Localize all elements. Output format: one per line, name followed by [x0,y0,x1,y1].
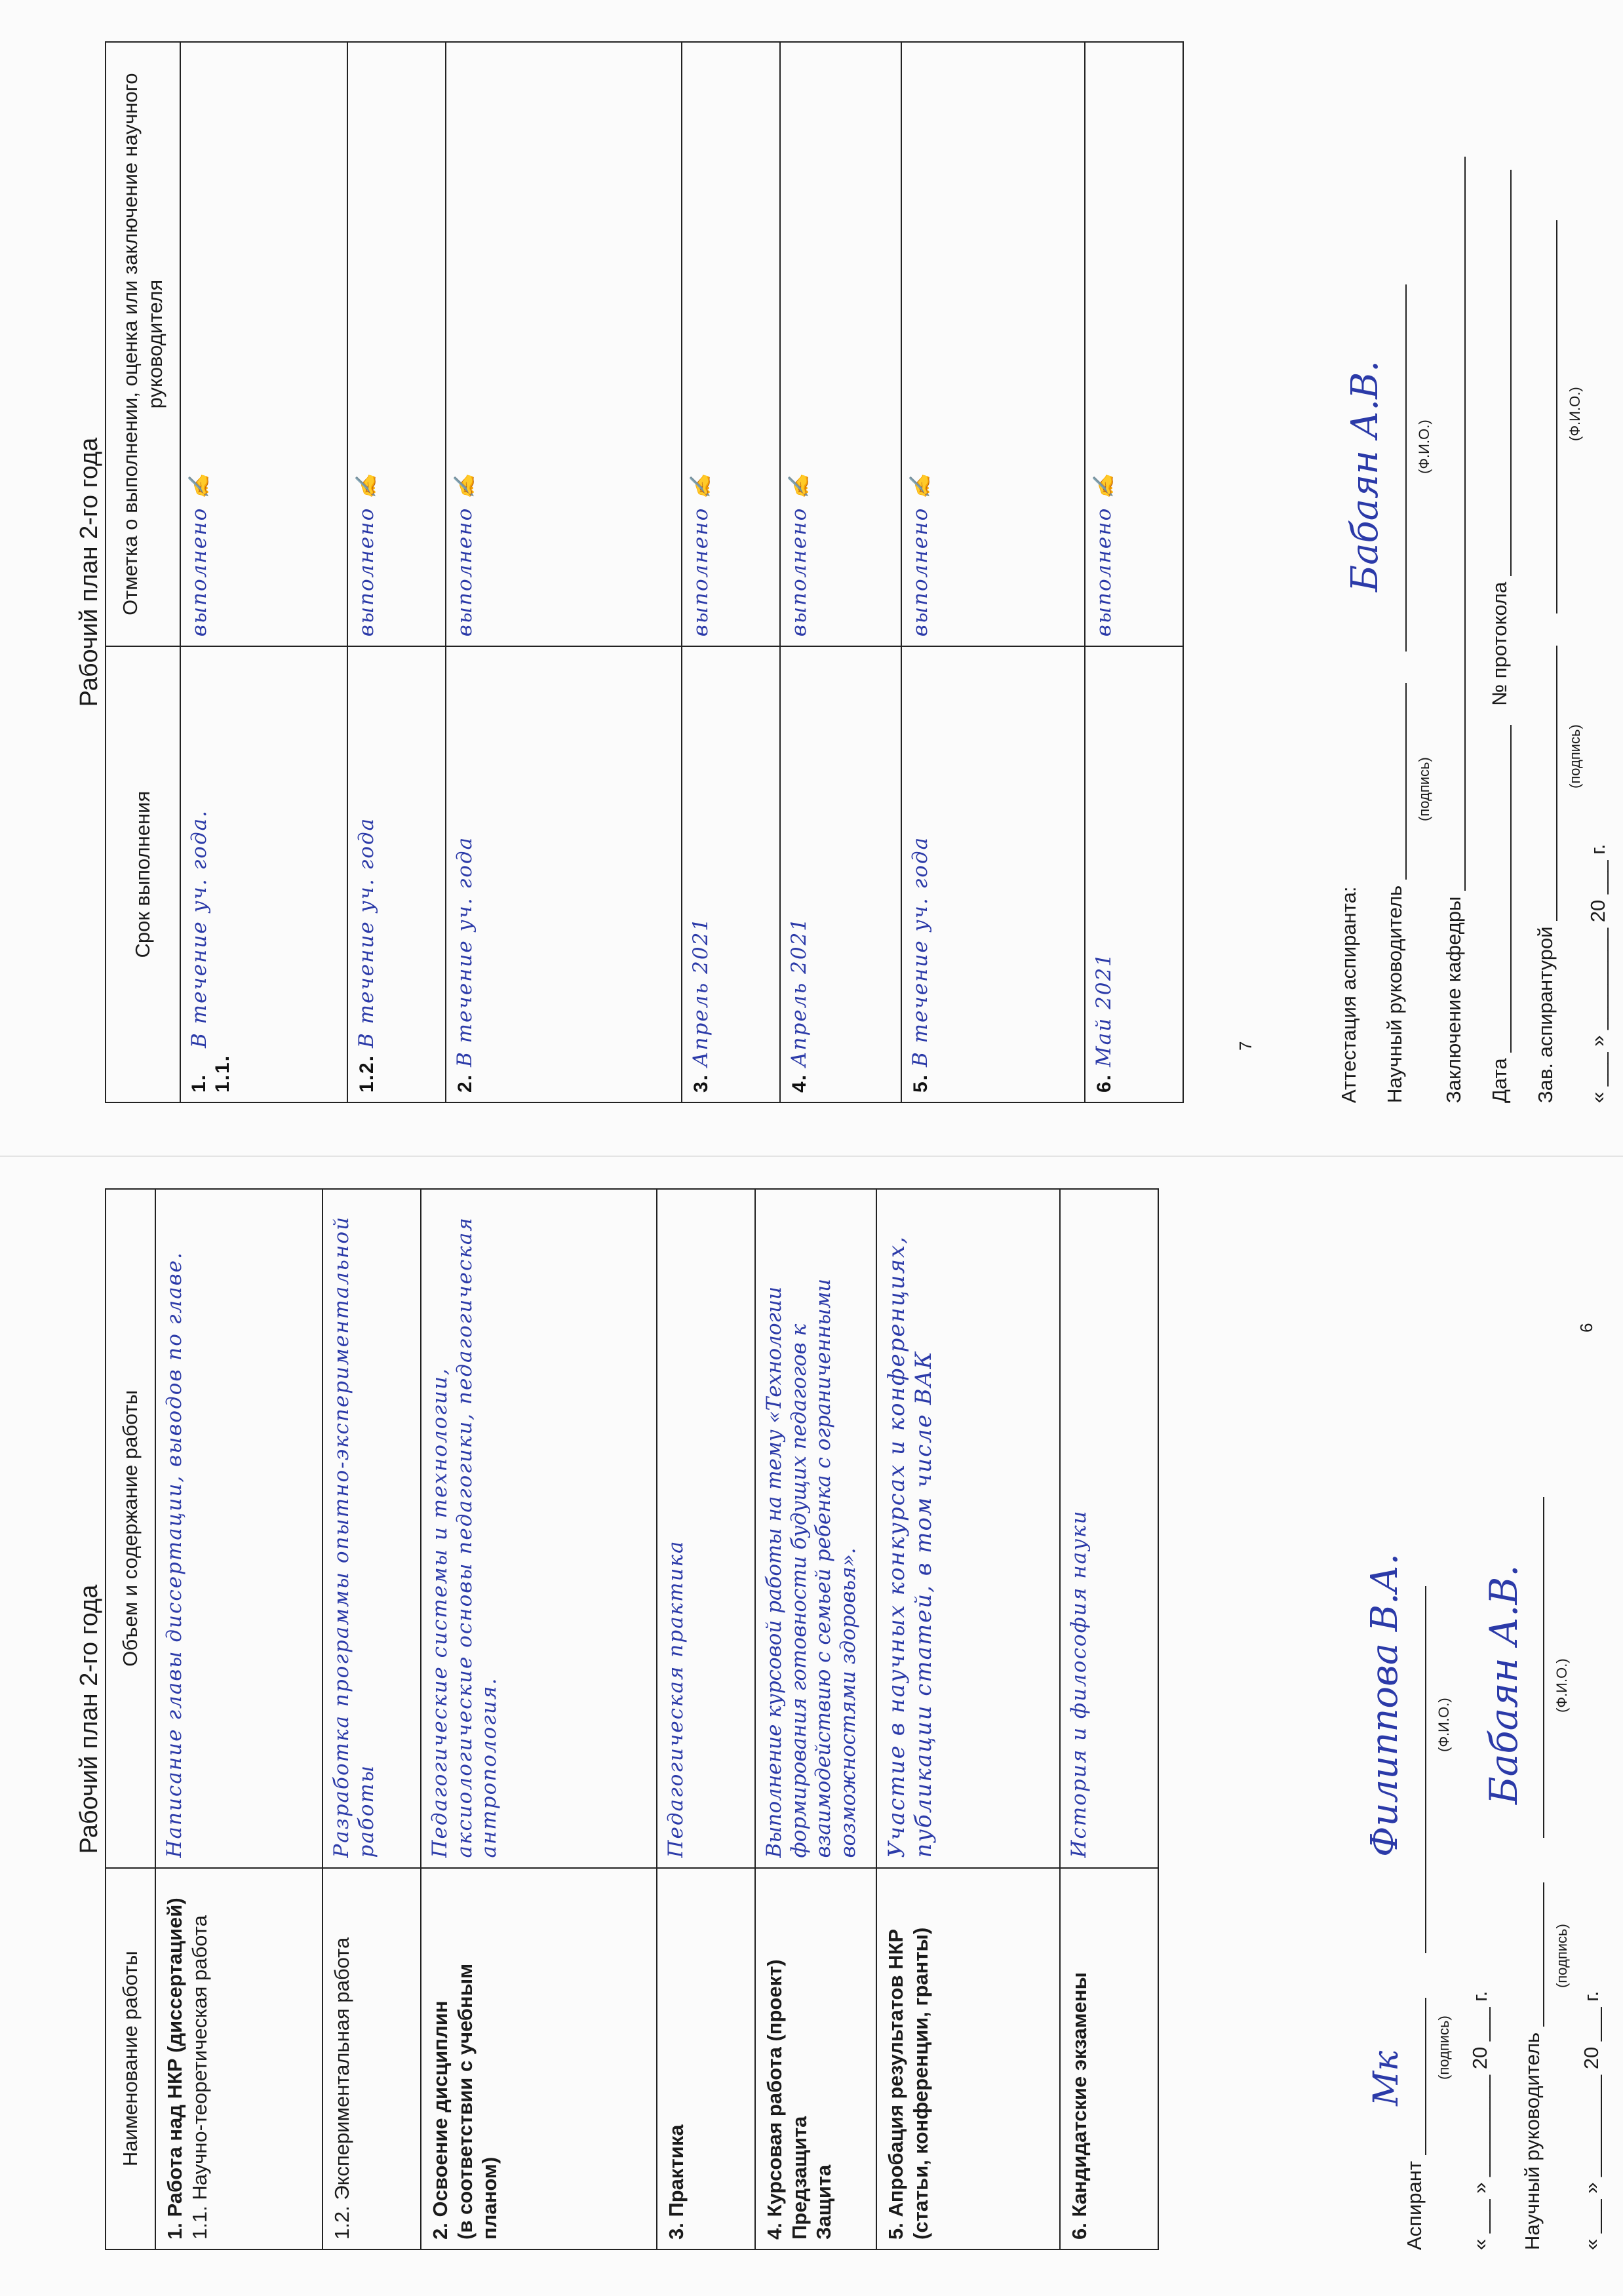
work-content-handwritten: Педагогическая практика [657,1189,755,1868]
deadline-handwritten: Апрель 2021 [787,916,811,1067]
supervisor-fio-caption: (Ф.И.О.) [1416,419,1432,474]
date-line [1510,725,1512,1053]
section-subtitle: 1.1. Научно-теоретическая работа [187,1915,211,2240]
aspirant-signature-caption: (подпись) [1436,2015,1452,2080]
section-subtitle: 1.2. Экспериментальная работа [330,1937,353,2240]
supervisor-initials-mark: ✍ [187,473,211,499]
table-row [155,1189,323,2249]
deadline-cell [682,646,780,1102]
supervisor-initials-mark: ✍ [1091,473,1116,499]
header-deadline: Срок выполнения [106,646,180,1102]
supervisor-initials-mark: ✍ [452,473,477,499]
supervisor-signature-caption: (подпись) [1416,757,1432,821]
supervisor-name-handwritten: Бабаян А.В. [1481,1565,1526,1804]
left-plan-title: Рабочий план 2-го года [75,1584,103,1854]
completion-mark-cell [901,42,1085,646]
section-title: 5. Апробация результатов НКР [884,1928,907,2240]
row-number: 4. [788,1073,810,1093]
deadline-handwritten: В течение уч. года. [187,809,211,1048]
aspirant-name-handwritten: Филиппова В.А. [1363,1553,1406,1857]
work-content-handwritten: История и философия науки [1060,1189,1158,1868]
page-number: 6 [1576,1323,1596,1333]
head-name-line [1556,220,1557,613]
table-row [446,42,682,1102]
left-table-header-row [106,1189,155,2249]
head-signature-line [1556,646,1557,921]
supervisor-name-line [1543,1497,1544,1838]
head-signature-block [1534,220,1557,1103]
section-subtitle: (в соответствии с учебным планом) [453,1963,501,2240]
table-row [421,1189,657,2249]
work-name-cell [876,1868,1060,2249]
work-content-handwritten: Выполнение курсовой работы на тему «Технологии формирования готовности будущих педагогов к взаимодействию с семьей ребенка с ограниченными возможностями здоровья». [755,1189,876,1868]
right-date-line: « ___ » _________ 20 ___ г. [1586,844,1609,1103]
work-content-handwritten: Разработка программы опытно-экспериментальной работы [323,1189,421,1868]
aspirant-signature-block [1403,1586,1426,2250]
supervisor-fio-caption: (Ф.И.О.) [1554,1658,1570,1713]
completion-mark-cell [682,42,780,646]
date-protocol-block [1488,170,1512,1103]
supervisor-date-line: « ___ » _________ 20 ___ г. [1580,1991,1603,2250]
department-conclusion-block [1442,157,1466,1103]
row-number: 2. [454,1073,476,1093]
section-subtitle: (статьи, конференции, гранты) [909,1927,932,2240]
header-work-content: Объем и содержание работы [106,1189,155,1868]
left-plan-table [105,1188,1159,2250]
section-title: 3. Практика [664,2124,688,2240]
supervisor-initials-mark: ✍ [908,473,932,499]
head-label: Зав. аспирантурой [1534,926,1557,1103]
table-row [780,42,901,1102]
aspirant-signature-line [1425,1998,1426,2155]
work-content-handwritten: Написание главы диссертации, выводов по главе. [155,1189,323,1868]
section-title: 4. Курсовая работа (проект) [762,1959,786,2240]
header-supervisor-mark: Отметка о выполнении, оценка или заключение научного руководителя [106,42,180,646]
aspirant-name-line [1425,1586,1426,1953]
right-plan-title: Рабочий план 2-го года [75,437,103,707]
deadline-handwritten: В течение уч. года [452,836,477,1067]
department-label: Заключение кафедры [1442,896,1465,1103]
deadline-cell [901,646,1085,1102]
work-name-cell [755,1868,876,2249]
right-table-header-row [106,42,180,1102]
work-name-cell [155,1868,323,2249]
work-name-cell [657,1868,755,2249]
deadline-handwritten: В течение уч. года [908,836,932,1067]
deadline-handwritten: Апрель 2021 [688,916,713,1067]
table-row [1085,42,1183,1102]
attestation-label: Аттестация аспиранта: [1337,886,1360,1103]
completion-mark-handwritten: выполнено [688,507,713,637]
section-title: 6. Кандидатские экзамены [1067,1972,1091,2240]
supervisor-label: Научный руководитель [1383,885,1406,1103]
right-plan-table [105,41,1184,1103]
supervisor-signature-line [1405,683,1407,880]
supervisor-label: Научный руководитель [1521,2032,1544,2250]
completion-mark-handwritten: выполнено [1091,507,1116,637]
section-title: 2. Освоение дисциплин [428,2000,452,2240]
deadline-cell [347,646,446,1102]
completion-mark-handwritten: выполнено [354,507,378,637]
row-number: 5. [909,1073,931,1093]
page-number: 7 [1236,1041,1255,1051]
supervisor-signature-line [1543,1882,1544,2027]
completion-mark-handwritten: выполнено [908,507,932,637]
work-name-cell [1060,1868,1158,2249]
table-row [323,1189,421,2249]
aspirant-signature: Мк [1367,2050,1406,2106]
supervisor-initials-mark: ✍ [354,473,378,499]
supervisor-name-line [1405,284,1407,652]
date-label: Дата [1488,1058,1511,1103]
aspirant-label: Аспирант [1403,2160,1426,2250]
row-number: 6. [1093,1073,1115,1093]
completion-mark-cell [1085,42,1183,646]
head-signature-caption: (подпись) [1567,724,1583,788]
protocol-line [1510,170,1512,576]
row-number: 1. 1.1. [187,1054,234,1093]
completion-mark-cell [780,42,901,646]
completion-mark-handwritten: выполнено [787,507,811,637]
completion-mark-handwritten: выполнено [187,507,211,637]
deadline-cell [180,646,347,1102]
table-row [347,42,446,1102]
table-row [1060,1189,1158,2249]
completion-mark-cell [347,42,446,646]
work-content-handwritten: Участие в научных конкурсах и конференциях, публикации статей, в том числе ВАК [876,1189,1060,1868]
aspirant-date-line: « ___ » _________ 20 ___ г. [1468,1991,1491,2250]
section-title: 1. Работа над НКР (диссертацией) [163,1897,186,2240]
deadline-handwritten: В течение уч. года [354,817,378,1048]
header-work-name: Наименование работы [106,1868,155,2249]
protocol-label: № протокола [1488,581,1511,707]
right-page [0,15,1623,1129]
department-conclusion-line [1464,157,1466,891]
table-row [657,1189,755,2249]
supervisor-name-handwritten: Бабаян А.В. [1344,360,1386,592]
deadline-cell [446,646,682,1102]
completion-mark-cell [180,42,347,646]
section-subtitle: Предзащита Защита [787,2116,836,2240]
aspirant-fio-caption: (Ф.И.О.) [1436,1698,1452,1752]
completion-mark-cell [446,42,682,646]
right-supervisor-block [1383,284,1407,1103]
deadline-cell [780,646,901,1102]
table-row [901,42,1085,1102]
table-row [755,1189,876,2249]
completion-mark-handwritten: выполнено [452,507,477,637]
supervisor-signature-caption: (подпись) [1554,1924,1570,1988]
table-row [876,1189,1060,2249]
table-row [682,42,780,1102]
row-number: 1.2. [355,1054,378,1093]
work-content-handwritten: Педагогические системы и технологии, аксиологические основы педагогики, педагогическая антропология. [421,1189,657,1868]
supervisor-initials-mark: ✍ [787,473,811,499]
work-name-cell [421,1868,657,2249]
table-row [180,42,347,1102]
page-fold [0,1156,1623,1157]
supervisor-initials-mark: ✍ [688,473,713,499]
work-name-cell [323,1868,421,2249]
head-fio-caption: (Ф.И.О.) [1567,387,1583,441]
row-number: 3. [690,1073,712,1093]
deadline-cell [1085,646,1183,1102]
left-page [0,1162,1623,2276]
deadline-handwritten: Май 2021 [1091,952,1116,1067]
